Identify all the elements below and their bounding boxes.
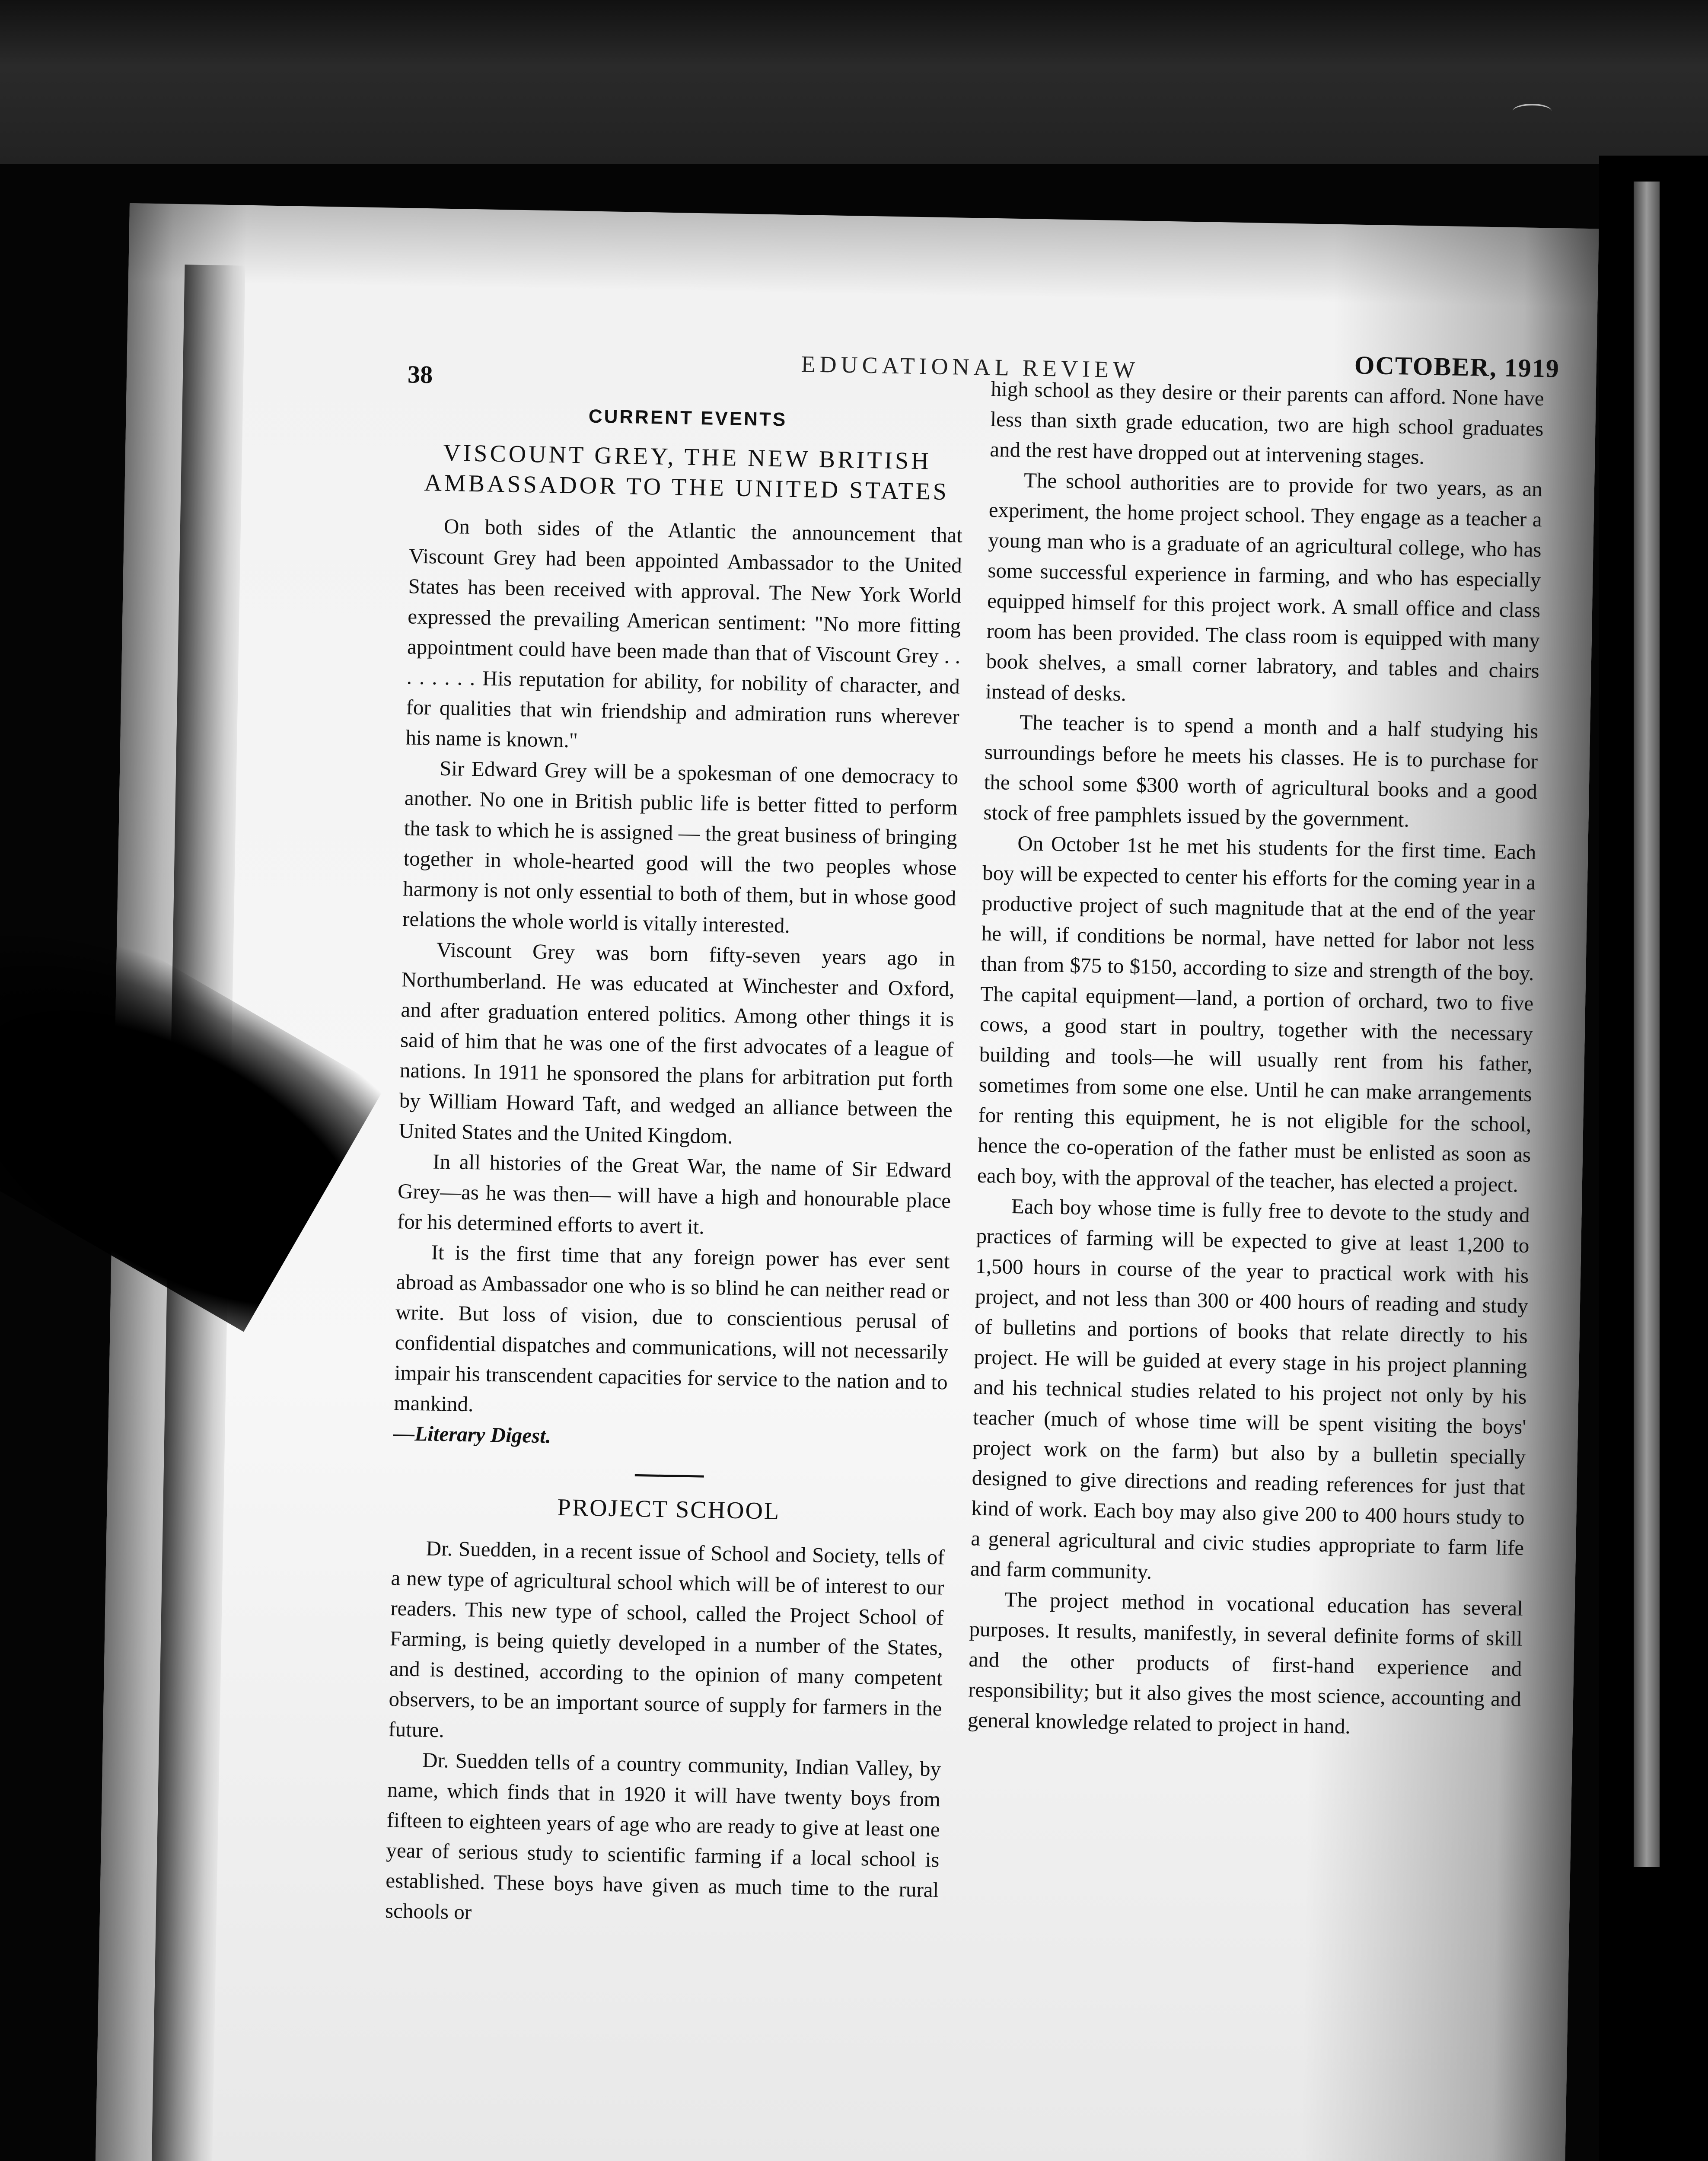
paragraph: The project method in vocational education has several purposes. It results, manifestly, in several definite forms of skill and the other products of first-hand experience and responsibility; but it also gives the most science, accounting and general knowledge related to project in hand. (967, 1587, 1523, 1738)
left-column (385, 398, 965, 1935)
paragraph: On October 1st he met his students for the first time. Each boy will be expected to center his efforts for the coming year in a productive project of such magnitude that at the end of the year he will, if conditions be normal, have netted for labor not less than from $75 to $150, according to size and strength of the boy. The capital equipment—land, a portion of orchard, two to five cows, a good start in poultry, together with the necessary building and tools—he will usually rent from his father, sometimes from some one else. Until he can make arrangements for renting this equipment, he is not eligible for the school, hence the co-operation of the father must be enlisted as soon as each boy, with the approval of the teacher, has elected a project. (977, 831, 1536, 1197)
paragraph: Viscount Grey was born fifty-seven years ago in Northumberland. He was educated at Winchester and Oxford, and after graduation entered politics. Among other things it is said of him that he was one of the first advocates of a league of nations. In 1911 he sponsored the plans for arbitration put forth by William Howard Taft, and wedged an alliance between the United States and the United Kingdom. (398, 937, 956, 1148)
paragraph: It is the first time that any foreign power has ever sent abroad as Ambassador one who is so blind he can neither read or write. But loss of vision, due to conscientious perusal of confidential dispatches and communications, will not necessarily impair his transcendent capacities for service to the nation and to mankind. (394, 1240, 950, 1416)
paragraph: Each boy whose time is fully free to devote to the study and practices of farming will be expected to give at least 1,200 to 1,500 hours in course of the year to practical work with his project, and not less than 300 or 400 hours of reading and study of bulletins and portions of books that relate directly to his project. He will be guided at every stage in his project planning and his technical studies related to his project not only by his teacher (much of whose time will be spent visiting the boys' project work on the farm) but also by a bulletin specially designed to give directions and reading references for just that kind of work. Each boy may also give 200 to 400 hours study to a general agricultural and civic studies appropriate to farm life and farm community. (970, 1194, 1530, 1584)
right-column (967, 374, 1544, 1745)
paragraph: On both sides of the Atlantic the announcement that Viscount Grey had been appointed Ambassador to the United States has been received with approval. The New York World expressed the prevailing American sentiment: "No more fitting appointment could have been made than that of Viscount Grey . . . . . . . . His reputation for ability, for nobility of character, and for qualities that win friendship and admiration runs wherever his name is known." (405, 514, 963, 752)
paragraph: Sir Edward Grey will be a spokesman of one democracy to another. No one in British public life is better fitted to perform the task to which he is assigned — the great business of bringing together in whole-hearted good will the two peoples whose harmony is not only essential to both of them, but in whose good relations the whole world is vitally interested. (402, 756, 959, 937)
article-headline: VISCOUNT GREY, THE NEW BRITISH AMBASSADOR TO THE UNITED STATES (424, 439, 950, 506)
paragraph: Dr. Suedden, in a recent issue of School and Society, tells of a new type of agricultural school which will be of interest to our readers. This new type of school, called the Project School of Farming, is being quietly developed in a number of the States, and is destined, according to the opinion of many competent observers, to be an important source of supply for farmers in the future. (388, 1536, 945, 1742)
running-head: EDUCATIONAL REVIEW (801, 351, 1140, 383)
paragraph: Dr. Suedden tells of a country community, Indian Valley, by name, which finds that in 1920 it will have twenty boys from fifteen to eighteen years of age who are ready to give at least one year of serious study to scientific farming if a local school is established. These boys have given as much time to the rural schools or (385, 1748, 941, 1924)
issue-date: OCTOBER, 1919 (1354, 351, 1560, 383)
section-divider (635, 1474, 704, 1478)
project-school-heading: PROJECT SCHOOL (557, 1494, 781, 1525)
attribution: —Literary Digest. (393, 1421, 551, 1448)
continued-paragraph: high school as they desire or their parents can afford. None have less than sixth grade education, two are high school graduates and the rest have dropped out at intervening stages. (989, 376, 1545, 469)
next-page-edge (1634, 182, 1660, 1867)
paragraph: The school authorities are to provide for two years, as an experiment, the home project school. They engage as a teacher a young man who is a graduate of an agricultural college, who has some successful experience in farming, and who has especially equipped himself for this project work. A small office and class room has been provided. The class room is equipped with many book shelves, a small corner labratory, and tables and chairs instead of desks. (985, 468, 1543, 706)
paragraph: In all histories of the Great War, the name of Sir Edward Grey—as he was then— will have a high and honourable place for his determined efforts to avert it. (397, 1149, 952, 1239)
scratch-mark (1513, 104, 1552, 118)
top-dark-border (0, 0, 1708, 164)
page-number: 38 (407, 360, 433, 389)
section-label: CURRENT EVENTS (588, 405, 787, 430)
paragraph: The teacher is to spend a month and a half studying his surroundings before he meets his classes. He is to purchase for the school some $300 worth of agricultural books and a good stock of free pamphlets issued by the government. (983, 710, 1539, 832)
